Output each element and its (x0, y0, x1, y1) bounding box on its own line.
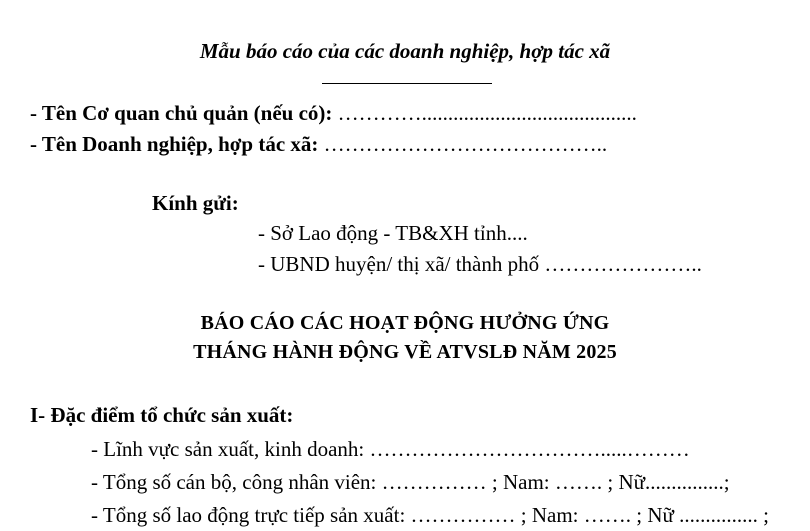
report-title-line1: BÁO CÁO CÁC HOẠT ĐỘNG HƯỞNG ỨNG (200, 312, 610, 334)
section1-item: - Tổng số lao động trực tiếp sản xuất: …………… ; Nam: ……. ; Nữ ............... ; (91, 503, 769, 527)
recipients-label: Kính gửi: (152, 191, 239, 215)
header-divider (322, 83, 492, 84)
agency-label: - Tên Cơ quan chủ quản (nếu có): (30, 101, 333, 125)
agency-fill: …………......................................... (332, 101, 637, 125)
section1-item: - Tổng số cán bộ, công nhân viên: …………… ; Nam: ……. ; Nữ...............; (91, 470, 730, 494)
agency-line (30, 100, 637, 126)
enterprise-line (30, 131, 607, 157)
form-note: Mẫu báo cáo của các doanh nghiệp, hợp tác xã (199, 39, 611, 63)
report-title-line2: THÁNG HÀNH ĐỘNG VỀ ATVSLĐ NĂM 2025 (193, 341, 617, 363)
enterprise-fill: ………………………………….. (318, 132, 608, 156)
enterprise-label: - Tên Doanh nghiệp, hợp tác xã: (30, 132, 319, 156)
recipient-item: - UBND huyện/ thị xã/ thành phố ………………….. (258, 252, 702, 276)
section1-heading: I- Đặc điểm tổ chức sản xuất: (30, 403, 294, 427)
section1-item: - Lĩnh vực sản xuất, kinh doanh: …………………………….....……… (91, 437, 690, 461)
recipient-item: - Sở Lao động - TB&XH tỉnh.... (258, 221, 528, 245)
